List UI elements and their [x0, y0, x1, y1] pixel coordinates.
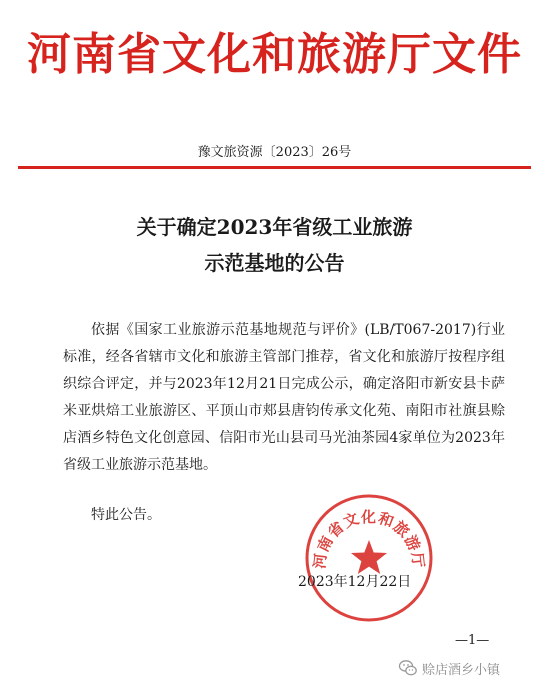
announcement-title-line1: 关于确定2023年省级工业旅游 — [136, 215, 413, 239]
announcement-body: 依据《国家工业旅游示范基地规范与评价》(LB/T067-2017)行业标准，经各省辖市文化和旅游主管部门推荐，省文化和旅游厅按程序组织综合评定，并与2023年12月21日完成公示，确定洛阳市新安县卡萨米亚烘焙工业旅游区、平顶山市郏县唐钧传承文化苑、南阳市社旗县赊店酒乡特色文化创意园、信阳市光山县司马光油茶园4家单位为2023年省级工业旅游示范基地。 — [63, 322, 505, 473]
closing-remark: 特此公告。 — [91, 507, 161, 523]
issue-date: 2023年12月22日 — [298, 574, 412, 590]
watermark-text: 赊店酒乡小镇 — [422, 662, 501, 678]
page-number: —1— — [455, 633, 490, 648]
document-number: 豫文旅资源〔2023〕26号 — [197, 145, 352, 160]
source-watermark — [398, 656, 500, 680]
seal-text: 河南省文化和旅游厅 — [310, 508, 428, 570]
official-seal — [303, 492, 435, 624]
masthead-title: 河南省文化和旅游厅文件 — [27, 29, 522, 80]
wechat-icon — [398, 658, 418, 678]
seal-star-icon — [351, 540, 387, 574]
announcement-title-line2: 示范基地的公告 — [204, 251, 345, 275]
red-divider-line — [18, 166, 531, 169]
